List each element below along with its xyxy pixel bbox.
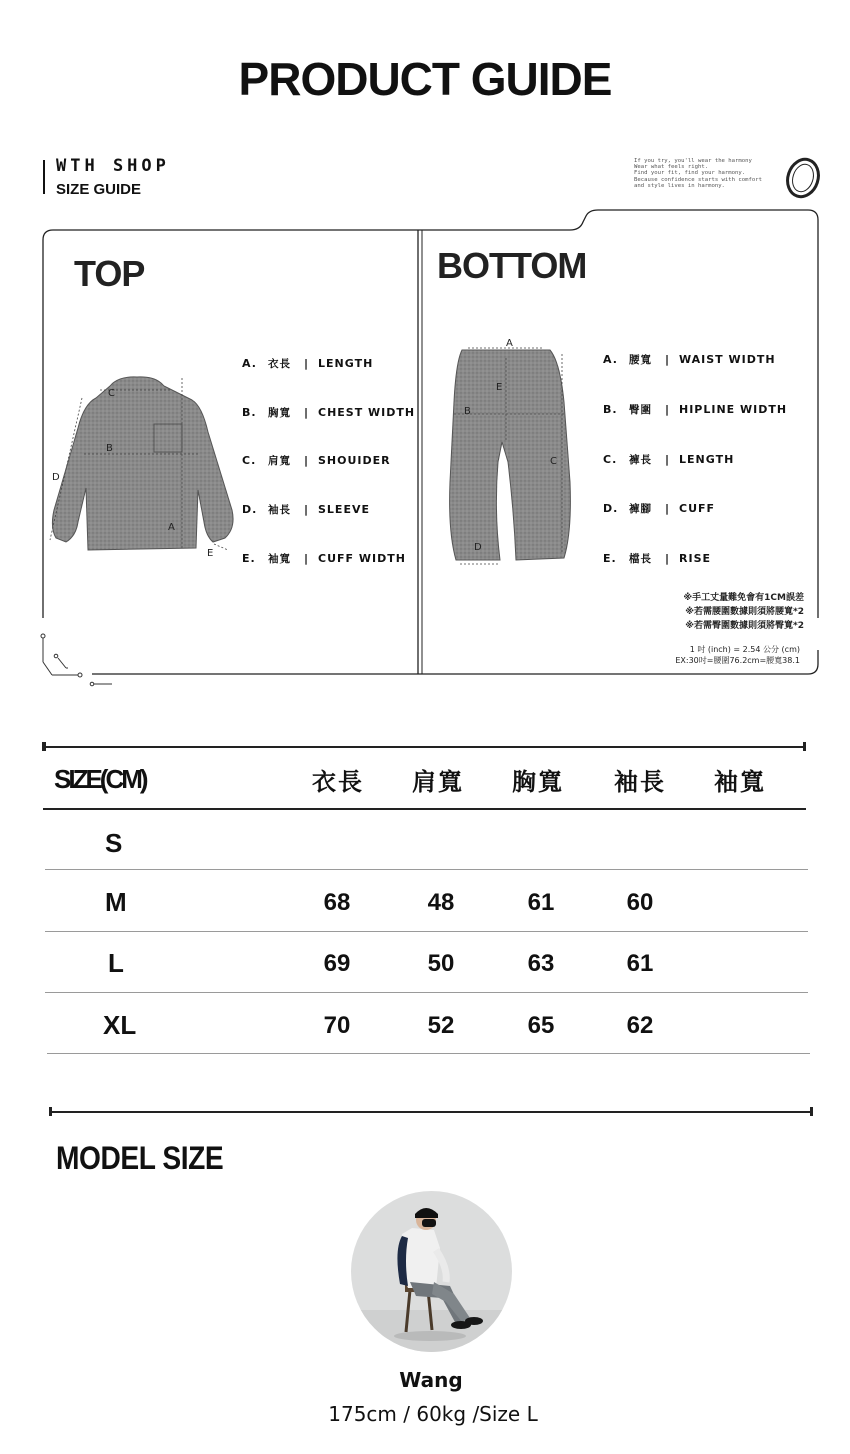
table-cell: 61 [626,950,654,977]
brand-subtitle: SIZE GUIDE [56,181,142,198]
unit-conversion: 1 吋 (inch) = 2.54 公分 (cm) EX:30吋=腰圍76.2cm=腰寬38.1 [675,645,800,665]
bottom-measure-row: D. 褲腳 | CUFF [603,502,716,515]
table-cell: 68 [323,889,351,916]
size-label: L [108,948,124,978]
top-label-b: B [106,443,113,454]
table-cell: 61 [527,889,555,916]
top-garment [52,377,233,550]
model-stats: 175cm / 60kg /Size L [328,1402,538,1426]
col-header: 胸寬 [512,768,564,796]
rule-tick [810,1107,813,1116]
table-cell: 60 [626,889,654,916]
table-cell: 65 [527,1012,555,1039]
bottom-garment [450,350,571,560]
table-cell: 69 [323,950,351,977]
bottom-measure-row: A. 腰寬 | WAIST WIDTH [603,353,776,366]
col-header: 衣長 [312,768,364,796]
model-photo [350,1190,513,1353]
top-label-c: C [108,388,115,399]
ring-logo-icon [783,155,823,200]
brand-tagline: If you try, you'll wear the harmony Wear what feels right. Find your fit, find your harmony. Because confidence starts with comfort and style lives in harmony. [634,158,762,189]
row-divider [45,869,808,870]
table-cell: 62 [626,1012,654,1039]
col-header: 袖寬 [714,768,766,796]
top-measure-row: B. 胸寬 | CHEST WIDTH [242,406,416,419]
bottom-measure-row: B. 臀圍 | HIPLINE WIDTH [603,403,788,416]
bottom-heading: BOTTOM [437,245,587,286]
top-measure-row: A. 衣長 | LENGTH [242,357,374,370]
top-measure-row: E. 袖寬 | CUFF WIDTH [242,552,406,565]
bottom-label-b: B [464,406,471,417]
row-divider [45,992,808,993]
measurement-notes: ※手工丈量難免會有1CM誤差 ※若需腰圍數據則須將腰寬*2 ※若需臀圍數據則須將臀寬*2 [683,593,804,631]
bottom-label-a: A [506,338,513,349]
bottom-measure-row: E. 檔長 | RISE [603,552,711,565]
bottom-diagram [440,332,590,572]
size-header-label: SIZE(CM) [54,764,146,794]
rule-tick [49,1107,52,1116]
bottom-label-d: D [474,542,482,553]
col-header: 肩寬 [412,768,464,796]
top-measure-row: D. 袖長 | SLEEVE [242,503,370,516]
table-cell: 63 [527,950,555,977]
model-top-rule [50,1111,813,1113]
top-label-a: A [168,522,175,533]
table-header-rule [43,808,806,810]
row-divider [45,931,808,932]
model-size-title: MODEL SIZE [56,1140,224,1176]
table-cell: 52 [427,1012,455,1039]
size-label: M [105,887,127,917]
page-title: PRODUCT GUIDE [238,53,612,105]
rule-tick [803,742,806,751]
top-heading: TOP [74,253,145,294]
size-label: XL [103,1010,137,1040]
table-cell: 48 [427,889,455,916]
top-label-e: E [207,548,214,559]
col-header: 袖長 [614,768,666,796]
table-cell: 70 [323,1012,351,1039]
row-divider [47,1053,810,1054]
table-top-rule [43,746,806,748]
rule-tick [42,742,46,751]
bottom-label-e: E [496,382,503,393]
brand-name: WTH SHOP [56,156,170,176]
top-diagram [40,360,240,560]
table-cell: 50 [427,950,455,977]
model-name: Wang [399,1368,463,1392]
bottom-label-c: C [550,456,557,467]
size-label: S [105,828,123,858]
top-measure-row: C. 肩寬 | SHOUIDER [242,454,391,467]
top-label-d: D [52,472,60,483]
circuit-decoration-icon [41,634,112,686]
bottom-measure-row: C. 褲長 | LENGTH [603,453,735,466]
